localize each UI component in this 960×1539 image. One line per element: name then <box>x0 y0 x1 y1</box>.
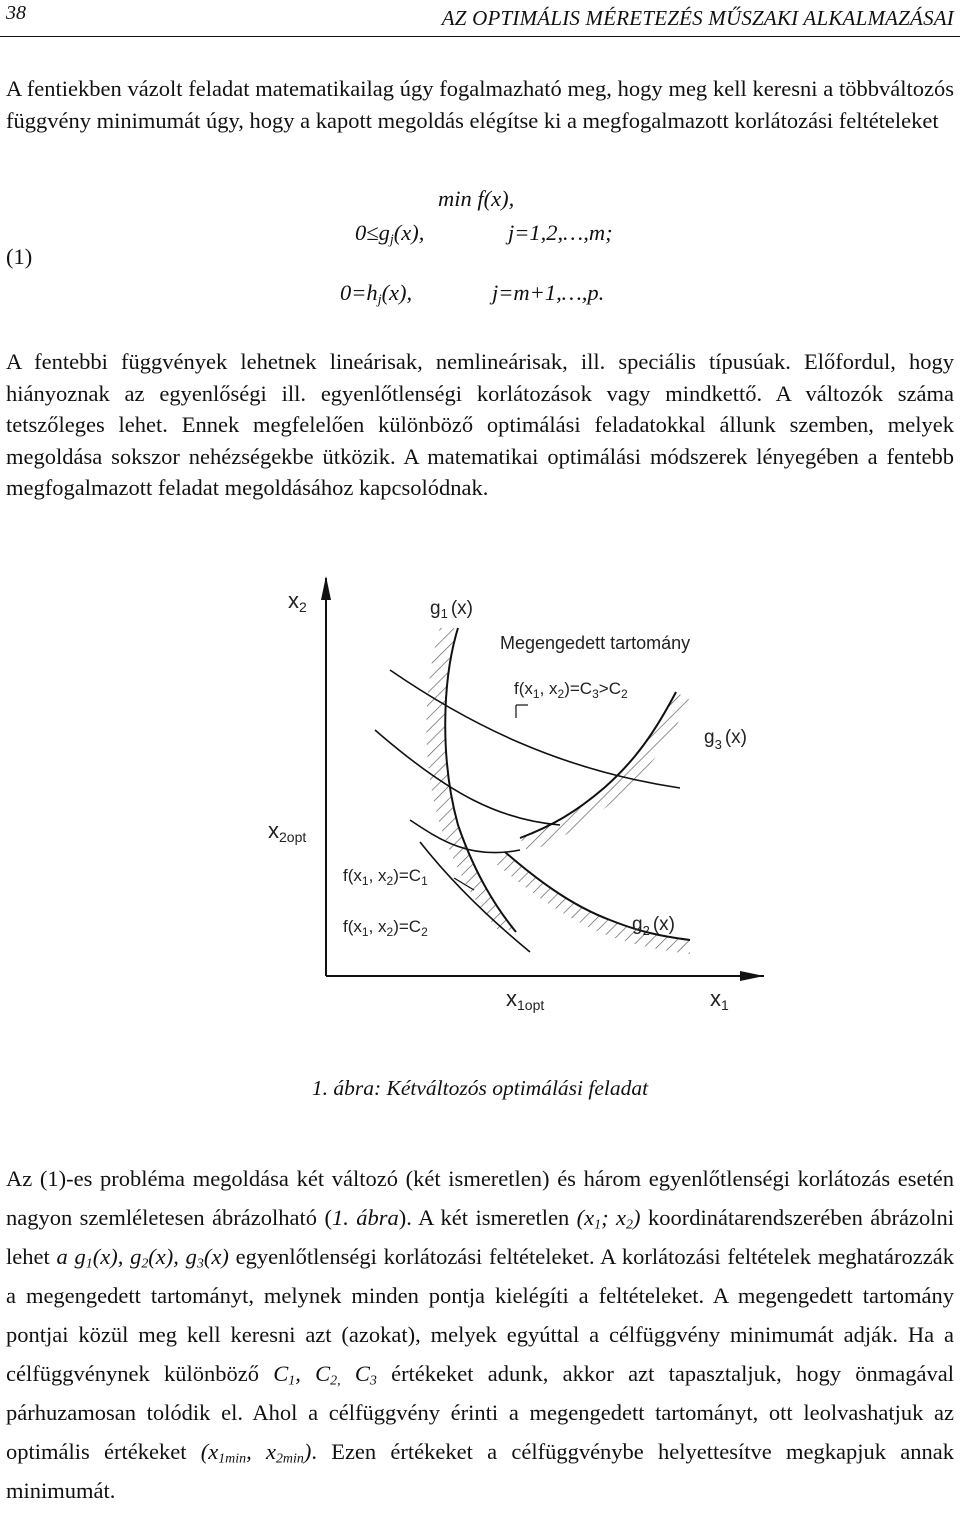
contour-c3-label: $f(x_1$, $x_2)=C_3>C_2$ <box>514 679 628 701</box>
equation-inequality <box>355 220 424 246</box>
x2-axis-arrow <box>321 576 331 600</box>
contour-c1-label: $f(x_1$, $x_2)=C_1$ <box>343 866 428 888</box>
g3-curve <box>520 692 676 838</box>
x1-axis-label: x1 <box>710 986 729 1013</box>
g2-label: $g_2$ (x) <box>632 914 675 938</box>
ineq-sub: j <box>389 232 394 248</box>
equation-label: (1) <box>6 244 33 269</box>
equation-inequality-range: j=1,2,…,m; <box>508 220 613 245</box>
running-title: AZ OPTIMÁLIS MÉRETEZÉS MŰSZAKI ALKALMAZÁSAI <box>441 6 954 30</box>
eq-arg: (x), <box>381 280 413 305</box>
figure-caption: 1. ábra: Kétváltozós optimálási feladat <box>311 1076 649 1100</box>
page-number: 38 <box>6 2 26 24</box>
x1-axis-arrow <box>740 971 764 981</box>
x2opt-label: x2opt <box>268 818 307 845</box>
header-rule <box>0 36 960 37</box>
eq-sub: j <box>377 292 382 308</box>
figure-reference: 1. ábra <box>331 1205 399 1230</box>
x2-axis-label: x2 <box>288 588 307 615</box>
g2-hatch <box>496 852 690 954</box>
g2-constraint-boundary <box>496 852 690 954</box>
objective-text: min f(x), <box>438 186 515 211</box>
equation-equality <box>340 280 412 306</box>
feasible-region-label: Megengedett tartomány <box>500 633 691 653</box>
equation-objective <box>438 186 514 212</box>
g3-label: $g_3$ (x) <box>704 727 747 752</box>
optimization-figure <box>0 560 960 1060</box>
paragraph-3: Az (1)-es probléma megoldása két változó (két ismeretlen) és három egyenlőtlenségi korlátozás esetén nagyon szemléletesen ábrázolható (1. ábra). A két ismeretlen ($x_1$; $x_2$) koordinátarendszerében ábrázolni lehet a $g_1(x)$, $g_2(x)$, $g_3(x)$ egyenlőtlenségi korlátozási feltételeket. A korlátozási feltételek meghatározzák a megengedett tartományt, melynek minden pontja kielégíti a feltételeket. A megengedett tartomány pontjai közül meg kell keresni azt (azokat), melyek egyúttal a célfüggvény minimumát adják. Ha a célfüggvénynek különböző $C_1$, $C_{2,}$ $C_3$ értékeket adunk, akkor azt tapasztaljuk, hogy önmagával párhuzamosan tolódik el. Ahol a célfüggvény érinti a megengedett tartományt, ott leolvashatjuk az optimális értékeket ($x_{1min}$, $x_{2min}$). Ezen értékeket a célfüggvénybe helyettesítve megkapjuk annak minimumát. <box>6 1166 955 1503</box>
intro-paragraph: A fentiekben vázolt feladat matematikailag úgy fogalmazható meg, hogy meg kell keresni a többváltozós függvény minimumát úgy, hogy a kapott megoldás elégítse ki a megfogalmazott korlátozási feltételeket <box>6 76 954 133</box>
contour-c1 <box>375 730 560 825</box>
eq-left: 0=h <box>340 280 378 305</box>
equation-equality-range: j=m+1,…,p. <box>492 280 605 305</box>
g1-label: $g_1$ (x) <box>430 598 473 621</box>
ineq-left: 0≤g <box>355 220 390 245</box>
contour-c2-label: $f(x_1$, $x_2)=C_2$ <box>343 917 428 939</box>
x1opt-label: x1opt <box>506 986 545 1013</box>
ineq-arg: (x), <box>393 220 425 245</box>
objective-contours <box>375 670 680 952</box>
paragraph-2: A fentebbi függvények lehetnek lineárisak, nemlineárisak, ill. speciális típusúak. Előfordul, hogy hiányoznak az egyenlőségi ill. egyenlőtlenségi korlátozások vagy mindkettő. A változók száma tetszőleges lehet. Ennek megfelelően különböző optimálási feladatokkal állunk szemben, melyek megoldása sokszor nehézségekbe ütközik. A matematikai optimálási módszerek lényegében a fentebb megfogalmazott feladat megoldásához kapcsolódnak. <box>6 349 954 500</box>
g1-hatch <box>426 628 516 930</box>
